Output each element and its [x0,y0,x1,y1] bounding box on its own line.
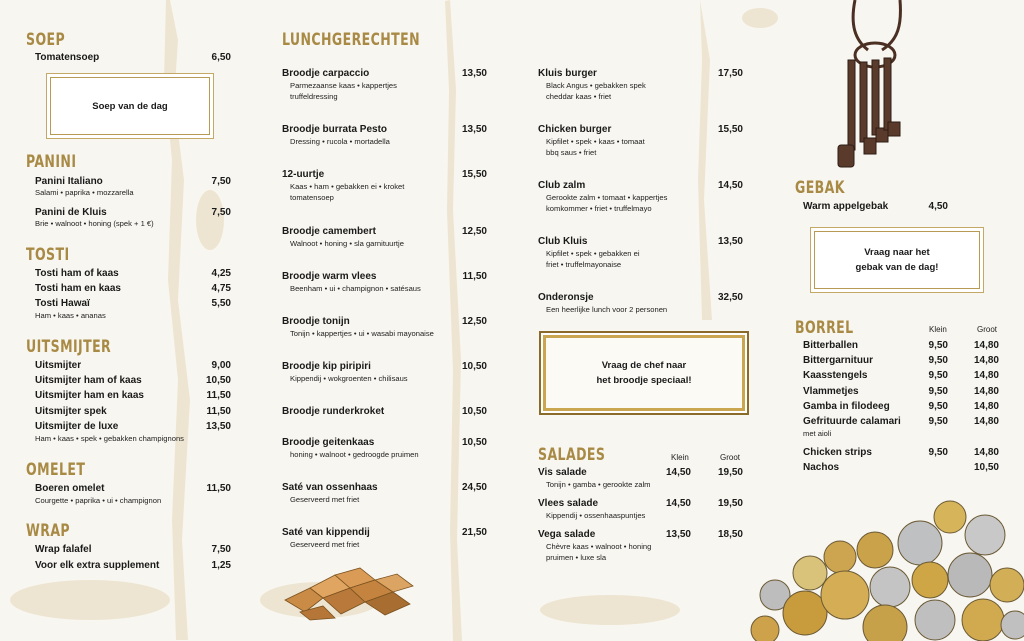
item-description: Kippendij • wokgroenten • chilisaus [290,374,408,383]
item-price: 5,50 [211,298,231,309]
item-price-groot: 19,50 [717,467,743,478]
item-price-groot: 14,80 [973,370,999,381]
item-price: 7,50 [211,176,231,187]
item-name: Broodje camembert [282,226,376,237]
item-price: 9,00 [211,360,231,371]
item-price-groot: 14,80 [973,401,999,412]
item-price: 12,50 [461,226,487,237]
item-price: 10,50 [461,437,487,448]
item-description: Kaas • ham • gebakken ei • kroket [290,182,405,191]
section-title-gebak: GEBAK [795,178,845,198]
gold-nuggets-icon [275,560,420,622]
item-description: tomatensoep [290,193,334,202]
item-price: 11,50 [206,406,231,417]
item-price-groot: 14,80 [973,447,999,458]
item-price: 24,50 [461,482,487,493]
item-name: Broodje warm vlees [282,271,377,282]
item-name: Chicken strips [803,447,872,458]
item-price-klein: 9,50 [928,386,948,397]
item-price: 11,50 [206,483,231,494]
item-price: 15,50 [461,169,487,180]
section-title-panini: PANINI [26,152,77,172]
item-name: Vega salade [538,529,596,540]
item-name: Broodje runderkroket [282,406,385,417]
item-description: Ham • kaas • spek • gebakken champignons [35,434,184,443]
item-name: Bittergarnituur [803,355,873,366]
item-price: 13,50 [461,68,487,79]
section-title-tosti: TOSTI [26,245,70,265]
item-description: Walnoot • honing • sla garnituurtje [290,239,404,248]
item-name: Kluis burger [538,68,597,79]
item-price-klein: 9,50 [928,340,948,351]
item-name: Vis salade [538,467,587,478]
column-header-groot: Groot [977,325,998,334]
item-name: Voor elk extra supplement [35,560,160,571]
item-name: Bitterballen [803,340,859,351]
item-name: Tomatensoep [35,52,100,63]
item-name: Uitsmijter de luxe [35,421,119,432]
keys-icon [820,0,915,175]
item-price-groot: 10,50 [973,462,999,473]
item-price-groot: 14,80 [973,355,999,366]
item-name: Panini Italiano [35,176,103,187]
item-description: honing • walnoot • gedroogde pruimen [290,450,419,459]
item-description: Parmezaanse kaas • kappertjes [290,81,397,90]
item-price-klein: 9,50 [928,370,948,381]
item-name: Wrap falafel [35,544,92,555]
item-name: Onderonsje [538,292,594,303]
box-text-line2: het broodje speciaal! [596,375,692,386]
box-text: Soep van de dag [92,100,168,112]
item-name: Club zalm [538,180,586,191]
box-text-line2: gebak van de dag! [855,262,939,273]
item-name: Uitsmijter spek [35,406,107,417]
item-price: 32,50 [717,292,743,303]
item-description: met aioli [803,429,832,438]
item-description: Geserveerd met friet [290,540,360,549]
item-description: Courgette • paprika • ui • champignon [35,496,162,505]
item-price: 21,50 [461,527,487,538]
item-price-klein: 9,50 [928,447,948,458]
item-name: Saté van kippendij [282,527,370,538]
section-title-wrap: WRAP [26,521,71,541]
item-price: 15,50 [717,124,743,135]
column-header-klein: Klein [929,325,947,334]
item-description: Tonijn • kappertjes • ui • wasabi mayonaise [290,329,434,338]
item-price: 10,50 [205,375,231,386]
item-name: 12-uurtje [282,169,325,180]
item-description: Ham • kaas • ananas [35,311,106,320]
item-price-klein: 13,50 [665,529,691,540]
item-price: 10,50 [461,361,487,372]
item-name: Broodje kip piripiri [282,361,371,372]
item-price: 6,50 [211,52,231,63]
item-price: 10,50 [461,406,487,417]
item-description: Geserveerd met friet [290,495,360,504]
item-price: 14,50 [717,180,743,191]
item-name: Chicken burger [538,124,612,135]
item-description: bbq saus • friet [546,148,597,157]
item-description: Chèvre kaas • walnoot • honing [546,542,652,551]
item-description: Een heerlijke lunch voor 2 personen [546,305,668,314]
item-description: Brie • walnoot • honing (spek + 1 €) [35,219,154,228]
item-name: Tosti Hawaï [35,298,90,309]
item-description: cheddar kaas • friet [546,92,612,101]
box-text-line1: Vraag de chef naar [601,360,687,371]
item-price: 7,50 [211,207,231,218]
item-description: truffeldressing [290,92,338,101]
item-price-groot: 14,80 [973,416,999,427]
item-description: pruimen • luxe sla [546,553,607,562]
item-price-groot: 18,50 [717,529,743,540]
item-price-groot: 14,80 [973,386,999,397]
item-name: Saté van ossenhaas [282,482,378,493]
item-description: Dressing • rucola • mortadella [290,137,390,146]
item-description: Beenham • ui • champignon • satésaus [290,284,421,293]
item-price-klein: 14,50 [665,467,691,478]
item-price: 1,25 [211,560,231,571]
item-price-klein: 9,50 [928,355,948,366]
item-name: Tosti ham of kaas [35,268,119,279]
item-price: 17,50 [717,68,743,79]
section-title-uitsmijter: UITSMIJTER [26,337,112,357]
item-price-klein: 14,50 [665,498,691,509]
item-name: Broodje geitenkaas [282,437,375,448]
item-price: 13,50 [717,236,743,247]
item-name: Boeren omelet [35,483,105,494]
item-name: Uitsmijter ham of kaas [35,375,142,386]
item-description: Salami • paprika • mozzarella [35,188,134,197]
item-price-groot: 14,80 [973,340,999,351]
item-name: Uitsmijter [35,360,82,371]
item-price: 13,50 [205,421,231,432]
column-header-groot: Groot [720,453,741,462]
item-name: Broodje burrata Pesto [282,124,388,135]
item-name: Panini de Kluis [35,207,107,218]
item-name: Uitsmijter ham en kaas [35,390,144,401]
item-price: 4,25 [211,268,231,279]
section-title-salades: SALADES [538,445,606,465]
item-price: 12,50 [461,316,487,327]
item-name: Tosti ham en kaas [35,283,121,294]
item-price: 13,50 [461,124,487,135]
section-title-omelet: OMELET [26,460,86,480]
section-title-borrel: BORREL [795,318,854,338]
item-name: Kaasstengels [803,370,868,381]
item-price: 4,75 [211,283,231,294]
item-description: Black Angus • gebakken spek [546,81,646,90]
item-price: 11,50 [206,390,231,401]
item-description: Gerookte zalm • tomaat • kappertjes [546,193,668,202]
item-price: 7,50 [211,544,231,555]
item-price-groot: 19,50 [717,498,743,509]
item-name: Club Kluis [538,236,588,247]
item-name: Gamba in filodeeg [803,401,890,412]
item-price: 4,50 [928,201,948,212]
item-name: Nachos [803,462,840,473]
column-header-klein: Klein [671,453,689,462]
item-description: Tonijn • gamba • gerookte zalm [546,480,651,489]
item-name: Gefrituurde calamari [803,416,901,427]
gebak-van-de-dag-box [814,231,980,289]
coins-icon [745,495,1024,641]
soep-van-de-dag-box [50,77,210,135]
item-price-klein: 9,50 [928,416,948,427]
section-title-soep: SOEP [26,30,66,50]
item-name: Broodje tonijn [282,316,350,327]
section-title-lunchgerechten: LUNCHGERECHTEN [282,30,421,50]
item-price: 11,50 [462,271,487,282]
item-description: komkommer • friet • truffelmayo [546,204,652,213]
item-name: Broodje carpaccio [282,68,370,79]
item-name: Vlees salade [538,498,599,509]
item-price-klein: 9,50 [928,401,948,412]
item-description: Kipfilet • spek • gebakken ei [546,249,640,258]
item-name: Warm appelgebak [803,201,889,212]
item-name: Vlammetjes [803,386,859,397]
box-text-line1: Vraag naar het [864,247,930,258]
item-description: Kippendij • ossenhaaspuntjes [546,511,646,520]
broodje-speciaal-box [543,335,745,411]
item-description: Kipfilet • spek • kaas • tomaat [546,137,645,146]
item-description: friet • truffelmayonaise [546,260,622,269]
